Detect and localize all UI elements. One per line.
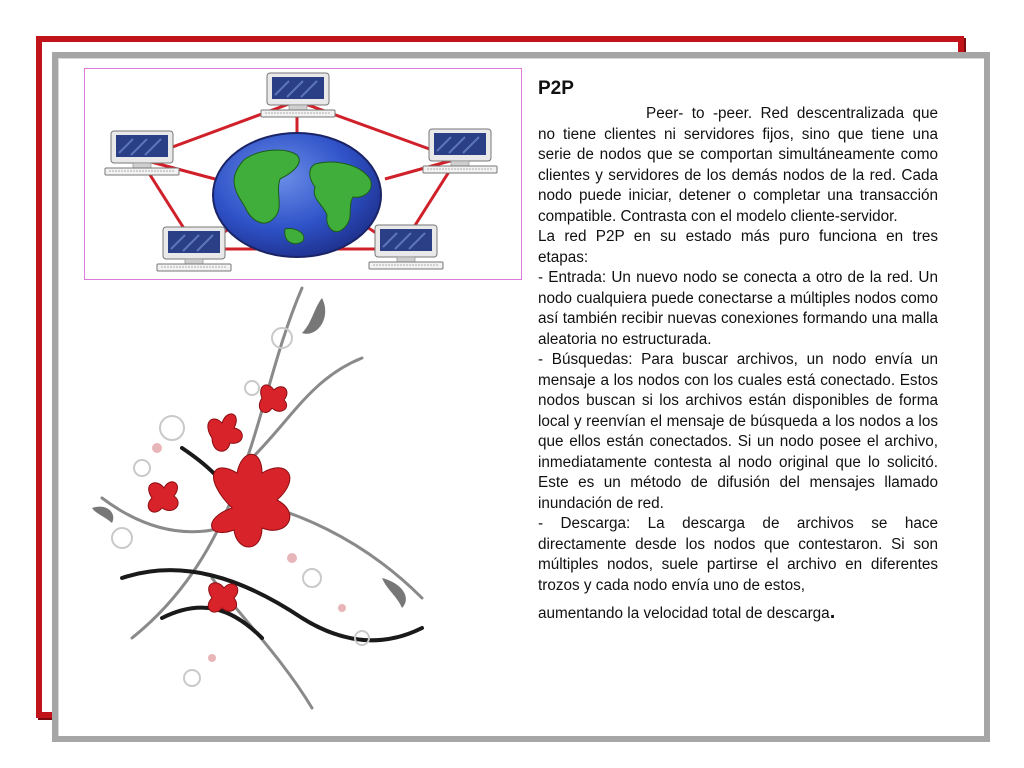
paragraph-entrada: - Entrada: Un nuevo nodo se conecta a otro de la red. Un nodo cualquiera puede conectarse a múltiples nodos como así también recibir nuevas conexiones formando una malla aleatoria no estructurada. — [538, 269, 938, 348]
floral-ornament — [62, 278, 472, 718]
paragraph-last-line — [538, 602, 938, 625]
paragraph-definition: Peer- to -peer. Red descentralizada que no tiene clientes ni servidores fijos, sino que tiene una serie de nodos que se comportan simultáneamente como clientes y servidores de los demás nodos de la red. Cada nodo puede iniciar, detener o completar una transacción compatible. Contrasta con el modelo cliente-servidor. — [538, 105, 938, 225]
network-diagram — [85, 69, 521, 279]
computer-icon — [157, 227, 231, 271]
computer-icon — [423, 129, 497, 173]
globe-icon — [213, 133, 381, 257]
p2p-network-image — [84, 68, 522, 280]
text-column — [538, 76, 938, 625]
page-title: P2P — [538, 78, 574, 99]
last-line-punct: . — [829, 601, 836, 623]
paragraph-intro: La red P2P en su estado más puro funciona en tres etapas: — [538, 228, 938, 266]
paragraph-descarga: - Descarga: La descarga de archivos se hace directamente desde los nodos que contestaron. Si son múltiples nodos, suele partirse el archivo en diferentes trozos y cada nodo envía uno de estos, — [538, 515, 938, 594]
computer-icon — [369, 225, 443, 269]
computer-icon — [105, 131, 179, 175]
last-line-text: aumentando la velocidad total de descarga — [538, 605, 830, 622]
computer-icon — [261, 73, 335, 117]
paragraph-busquedas: - Búsquedas: Para buscar archivos, un nodo envía un mensaje a los nodos con los cuales está conectado. Estos nodos buscan si los archivos están disponibles de forma local y reenvían el mensaje de búsqueda a los nodos a los que ellos están conectados. Si un nodo posee el archivo, inmediatamente contesta al nodo original que lo solicitó. Este es un método de difusión del mensajes llamado inundación de red. — [538, 351, 938, 512]
